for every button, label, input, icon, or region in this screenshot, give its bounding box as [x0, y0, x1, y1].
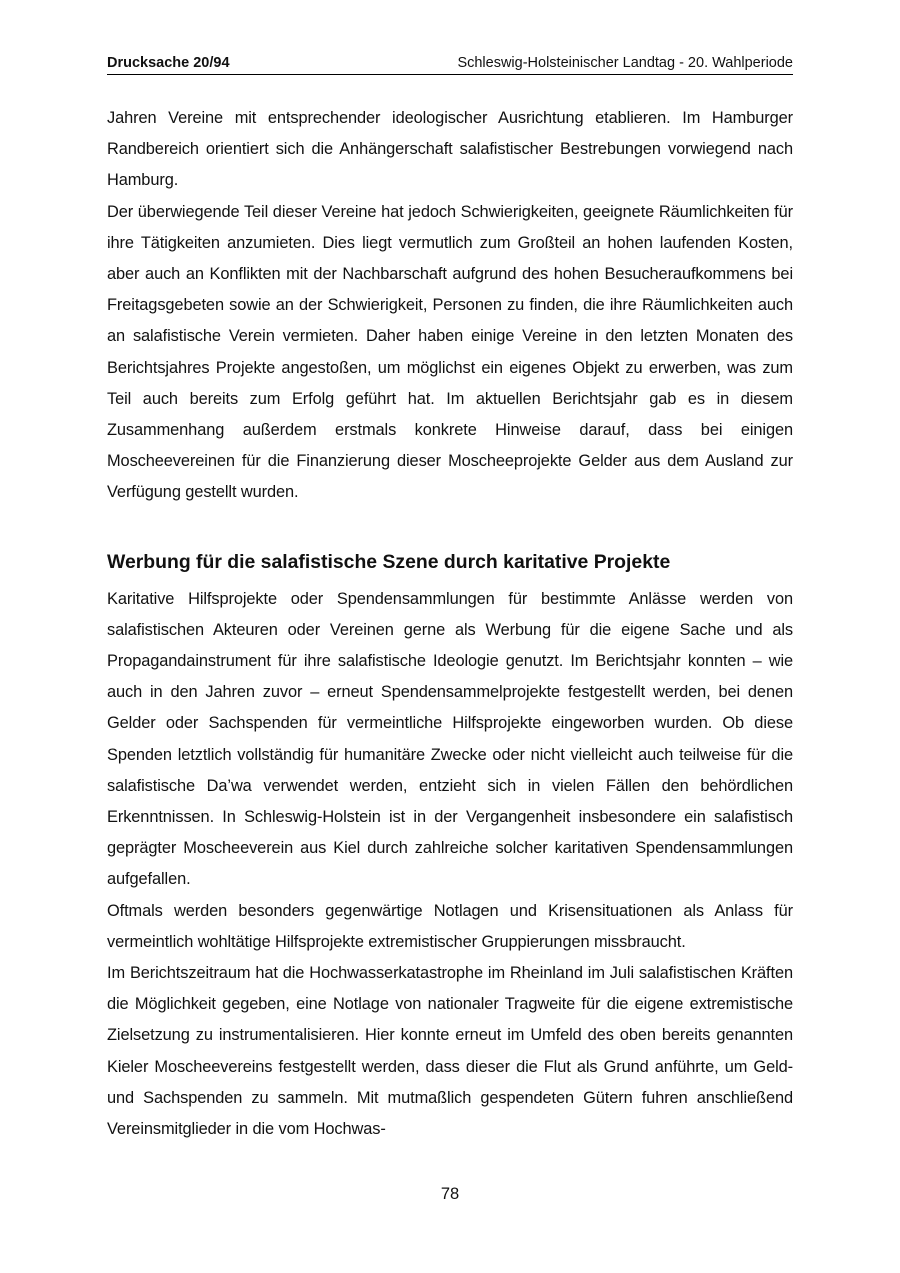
page-header [107, 54, 793, 75]
body-paragraph: Karitative Hilfsprojekte oder Spendensammlungen für bestimmte Anlässe werden von salafistischen Akteuren oder Vereinen gerne als Werbung für die eigene Sache und als Propagandainstrument für ihre salafistische Ideologie genutzt. Im Berichtsjahr konnten – wie auch in den Jahren zuvor – erneut Spendensammelprojekte festgestellt werden, bei denen Gelder oder Sachspenden für vermeintliche Hilfsprojekte eingeworben wurden. Ob diese Spenden letztlich vollständig für humanitäre Zwecke oder nicht vielleicht auch teilweise für die salafistische Da’wa verwendet werden, entzieht sich in vielen Fällen den behördlichen Erkenntnissen. In Schleswig-Holstein ist in der Vergangenheit insbesondere ein salafistisch geprägter Moscheeverein aus Kiel durch zahlreiche solcher karitativen Spendensammlungen aufgefallen. [107, 589, 793, 889]
body-paragraph: Oftmals werden besonders gegenwärtige Notlagen und Krisensituationen als Anlass für vermeintlich wohltätige Hilfsprojekte extremistischer Gruppierungen missbraucht. [107, 901, 793, 951]
document-number: Drucksache 20/94 [107, 55, 230, 71]
document-body [107, 103, 793, 1145]
section-heading: Werbung für die salafistische Szene durch karitative Projekte [107, 550, 671, 573]
page-number: 78 [440, 1185, 460, 1203]
body-paragraph: Im Berichtszeitraum hat die Hochwasserkatastrophe im Rheinland im Juli salafistischen Kräften die Möglichkeit gegeben, eine Notlage von nationaler Tragweite für die eigene extremistische Zielsetzung zu instrumentalisieren. Hier konnte erneut im Umfeld des oben bereits genannten Kieler Moscheevereins festgestellt werden, dass dieser die Flut als Grund anführte, um Geld- und Sachspenden zu sammeln. Mit mutmaßlich gespendeten Gütern fuhren anschließend Vereinsmitglieder in die vom Hochwas- [107, 964, 793, 1139]
parliament-title: Schleswig-Holsteinischer Landtag - 20. Wahlperiode [457, 55, 793, 71]
body-paragraph: Jahren Vereine mit entsprechender ideologischer Ausrichtung etablieren. Im Hamburger Randbereich orientiert sich die Anhängerschaft salafistischer Bestrebungen vorwiegend nach Hamburg. [107, 109, 793, 190]
body-paragraph: Der überwiegende Teil dieser Vereine hat jedoch Schwierigkeiten, geeignete Räumlichkeiten für ihre Tätigkeiten anzumieten. Dies liegt vermutlich zum Großteil an hohen laufenden Kosten, aber auch an Konflikten mit der Nachbarschaft aufgrund des hohen Besucheraufkommens bei Freitagsgebeten sowie an der Schwierigkeit, Personen zu finden, die ihre Räumlichkeiten auch an salafistische Verein vermieten. Daher haben einige Vereine in den letzten Monaten des Berichtsjahres Projekte angestoßen, um möglichst ein eigenes Objekt zu erwerben, was zum Teil auch bereits zum Erfolg geführt hat. Im aktuellen Berichtsjahr gab es in diesem Zusammenhang außerdem erstmals konkrete Hinweise darauf, dass bei einigen Moscheevereinen für die Finanzierung dieser Moscheeprojekte Gelder aus dem Ausland zur Verfügung gestellt wurden. [107, 202, 793, 502]
